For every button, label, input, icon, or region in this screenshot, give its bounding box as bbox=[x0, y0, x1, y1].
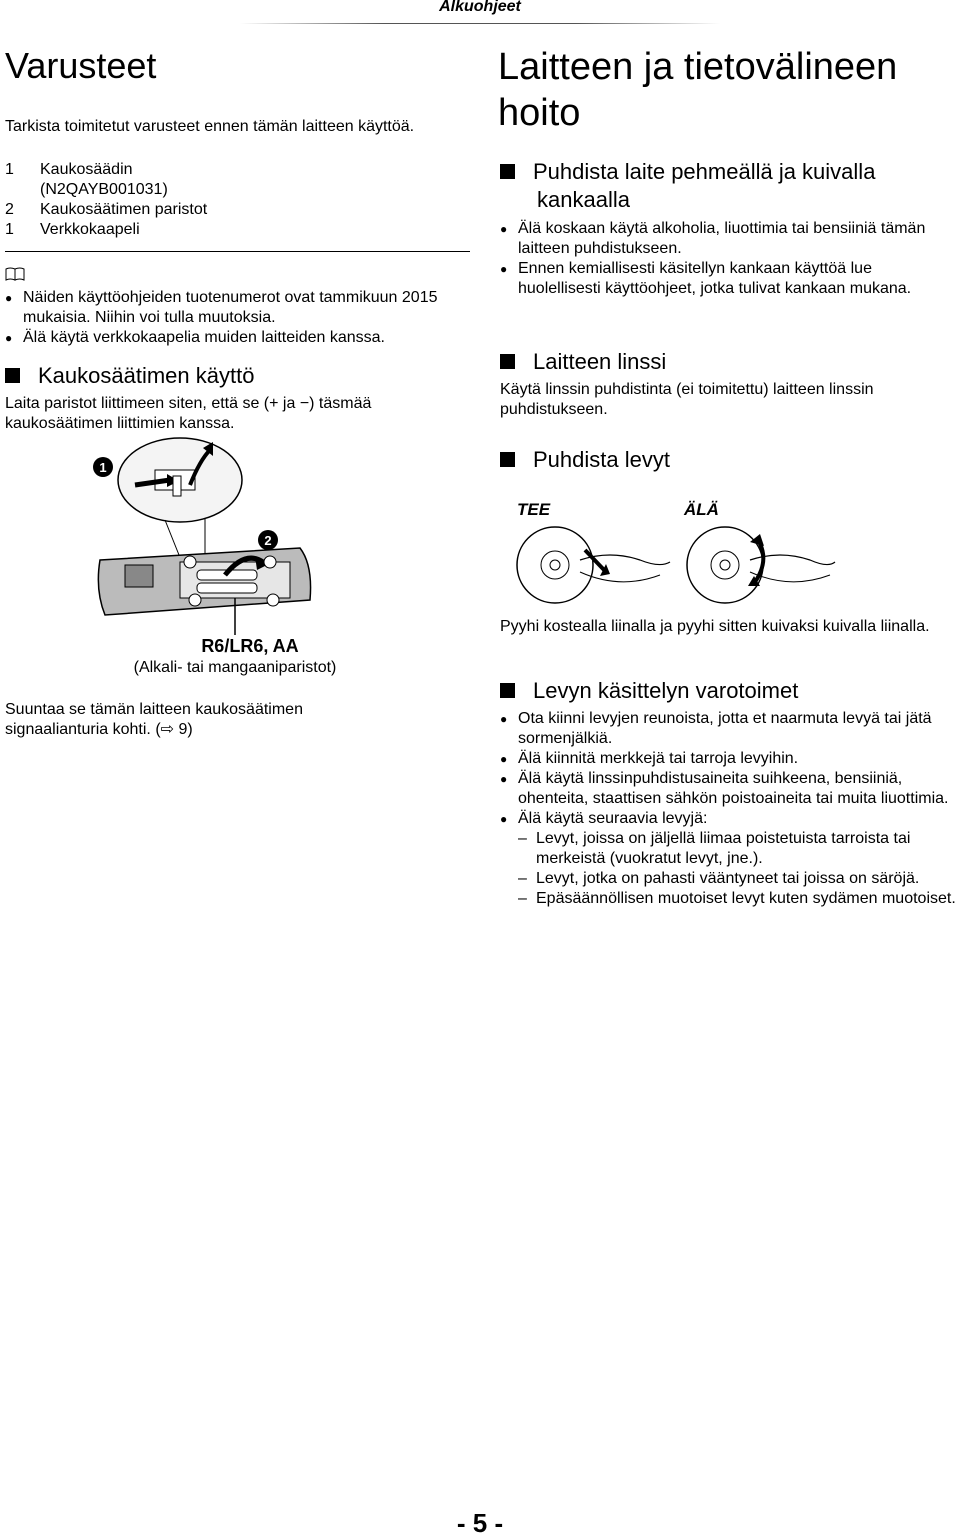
wipe-text: Pyyhi kostealla liinalla ja pyyhi sitten kuivaksi kuivalla liinalla. bbox=[500, 618, 930, 635]
lens-text: Käytä linssin puhdistinta (ei toimitettu) laitteen linssin puhdistukseen. bbox=[500, 381, 874, 418]
divider bbox=[5, 251, 470, 252]
dash-item: – Levyt, jotka on pahasti vääntyneet tai joissa on säröjä. bbox=[518, 870, 920, 887]
clean-bullets bbox=[500, 219, 950, 299]
handling-bullet: ● Ota kiinni levyjen reunoista, jotta et naarmuta levyä tai jätä sormenjälkiä. bbox=[500, 709, 960, 749]
accessory-model: (N2QAYB001031) bbox=[40, 181, 168, 198]
handling-bullet: ● Älä käytä seuraavia levyjä: bbox=[500, 809, 960, 829]
do-label: TEE bbox=[517, 500, 551, 519]
svg-text:1: 1 bbox=[99, 460, 107, 475]
header-rule bbox=[240, 23, 720, 24]
square-bullet-icon bbox=[500, 683, 515, 698]
notes-list bbox=[5, 288, 475, 348]
dash-item: – Epäsäännöllisen muotoiset levyt kuten sydämen muotoiset. bbox=[518, 890, 956, 907]
accessory-item: 1 Kaukosäädin bbox=[5, 161, 133, 178]
page-number: - 5 - bbox=[456, 1508, 504, 1538]
arrow-ref-icon: ⇨ bbox=[160, 721, 175, 738]
care-title: Laitteen ja tietovälineen hoito bbox=[498, 46, 898, 134]
accessory-item: 1 Verkkokaapeli bbox=[5, 221, 140, 238]
pointing-instructions: Suuntaa se tämän laitteen kaukosäätimen signaalianturia kohti. (⇨ 9) bbox=[5, 701, 303, 738]
square-bullet-icon bbox=[500, 164, 515, 179]
remote-instructions: Laita paristot liittimeen siten, että se (+ ja −) täsmää kaukosäätimen liittimien kanssa. bbox=[5, 395, 372, 432]
disc-cleaning-illustration bbox=[510, 520, 840, 615]
accessory-item: 2 Kaukosäätimen paristot bbox=[5, 201, 208, 218]
note-item: ● Näiden käyttöohjeiden tuotenumerot ovat tammikuun 2015 mukaisia. Niihin voi tulla muutoksia. bbox=[5, 288, 475, 328]
book-icon bbox=[5, 266, 25, 287]
remote-section-heading: Kaukosäätimen käyttö bbox=[5, 362, 254, 390]
square-bullet-icon bbox=[5, 368, 20, 383]
dont-label: ÄLÄ bbox=[684, 500, 719, 519]
intro-text: Tarkista toimitetut varusteet ennen tämän laitteen käyttöä. bbox=[5, 118, 415, 135]
dash-item: – Levyt, joissa on jäljellä liimaa poistetuista tarroista tai merkeistä (vuokratut levyt, jne.). bbox=[518, 830, 911, 867]
clean-bullet: ● Älä koskaan käytä alkoholia, liuottimia tai bensiiniä tämän laitteen puhdistukseen. bbox=[500, 219, 950, 259]
section-label: Alkuohjeet bbox=[439, 0, 521, 15]
svg-text:2: 2 bbox=[264, 533, 272, 548]
square-bullet-icon bbox=[500, 354, 515, 369]
battery-desc: (Alkali- tai mangaaniparistot) bbox=[133, 659, 337, 676]
discs-heading: Puhdista levyt bbox=[500, 446, 670, 474]
page-header bbox=[0, 0, 960, 22]
handling-bullet: ● Älä käytä linssinpuhdistusaineita suihkeena, bensiiniä, ohenteita, staattisen sähkön poistoaineita tai muita liuottimia. bbox=[500, 769, 960, 809]
handling-list bbox=[500, 709, 960, 909]
page-reference[interactable]: 9 bbox=[178, 721, 188, 738]
clean-heading: Puhdista laite pehmeällä ja kuivalla kankaalla bbox=[500, 158, 960, 214]
handling-heading: Levyn käsittelyn varotoimet bbox=[500, 677, 798, 705]
note-item: ● Älä käytä verkkokaapelia muiden laitteiden kanssa. bbox=[5, 328, 475, 348]
battery-type: R6/LR6, AA bbox=[201, 636, 299, 656]
page-title: Varusteet bbox=[5, 45, 157, 86]
square-bullet-icon bbox=[500, 452, 515, 467]
clean-bullet: ● Ennen kemiallisesti käsitellyn kankaan käyttöä lue huolellisesti käyttöohjeet, jotka tulivat kankaan mukana. bbox=[500, 259, 950, 299]
accessory-list bbox=[5, 160, 465, 240]
handling-bullet: ● Älä kiinnitä merkkejä tai tarroja levyihin. bbox=[500, 749, 960, 769]
lens-heading: Laitteen linssi bbox=[500, 348, 666, 376]
remote-battery-illustration bbox=[85, 430, 325, 645]
